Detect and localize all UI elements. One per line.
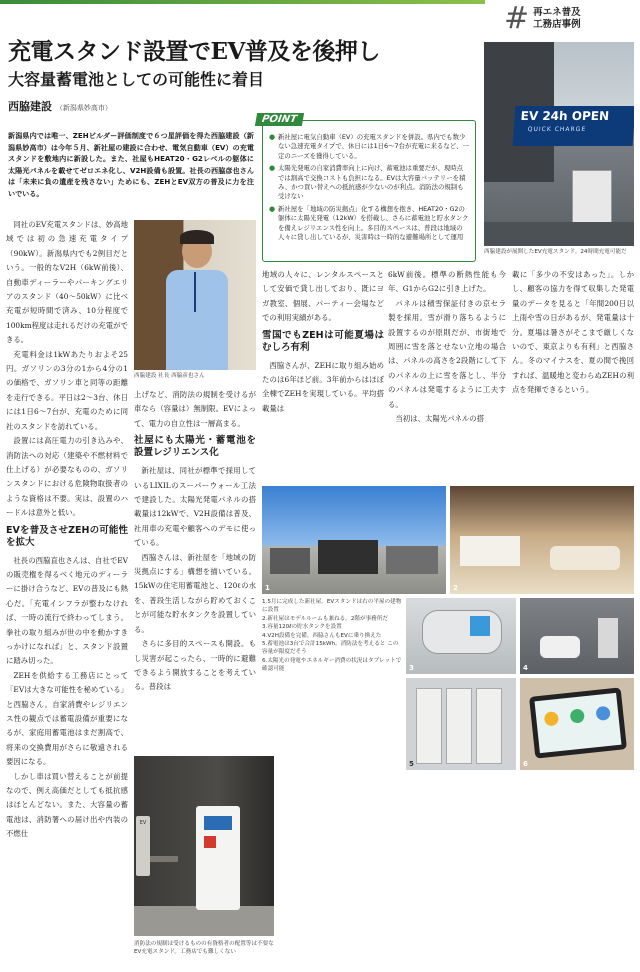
- col2-paragraph: 西脇さんは、新社屋を「地域の防災拠点にする」構想を描いている。15kWの住宅用蓄電池と、120ℓの水を、普段生活しながら貯めておくことが可能な貯水タンクを設置している。: [134, 552, 256, 634]
- col3-paragraph: 西脇さんが、ZEHに取り組み始めたのは6年ほど前。3年前からはほぼ全棟でZEHを実現している。平均搭載量は: [262, 360, 384, 413]
- body-column-5: [512, 268, 634, 398]
- section-heading-resilience: 社屋にも太陽光・蓄電池を設置レジリエンス化: [134, 435, 256, 459]
- gallery-photo-3: [406, 598, 516, 674]
- gallery-caption: 5.蓄電池は3台で合計15kWh。消防法を考えると この容量が限度だそう: [262, 641, 399, 656]
- gallery-caption: 1.5月に完成した新社屋。EVスタンドは右の平屋の建物に設置: [262, 599, 402, 614]
- point-badge: POINT: [255, 113, 304, 126]
- gallery-number: 2: [453, 584, 458, 592]
- gallery-captions: [262, 598, 402, 674]
- body-column-3: [262, 268, 384, 416]
- section-heading-ev: EVを普及させZEHの可能性を拡大: [6, 524, 128, 548]
- section-tag: [504, 1, 634, 36]
- ev-station-caption: 西脇建設が展開したEV充電スタンド。24時間充電可能だ: [484, 249, 627, 255]
- gallery-number: 4: [523, 664, 528, 672]
- point-box: [262, 120, 476, 262]
- gallery-photo-5: [406, 678, 516, 770]
- company-label: 西脇建設: [8, 100, 52, 113]
- col3-paragraph: 地域の人々に、レンタルスペースとして安価で貸し出しており、既にヨガ教室、個展、パーティー会場などでの利用実績がある。: [262, 270, 384, 323]
- col1-paragraph: 設置には高圧電力の引き込みや、消防法への対応（建築や不燃材料で仕上げる）が必要なものの、ガソリンスタンドにおける危険物取扱者のような資格は不要。実は、設置のハードルは意外と低い。: [6, 436, 128, 518]
- body-column-4: [388, 268, 506, 426]
- col4-paragraph: 当初は、太陽光パネルの搭: [395, 414, 485, 424]
- col1-paragraph: 社長の西脇直也さんは、自社でEVの販売権を得るべく地元のディーラーに掛け合うなど、EVの普及にも熱心だ。「充電インフラが整わなければ、一時の流行で終わってしまう。拳社の取り組みが世の中を動かすきっかけになれば」と、スタンド設置に踏み切った。: [6, 555, 128, 666]
- col1-paragraph: ZEHを供給する工務店にとって「EVは大きな可能性を秘めている」と西脇さん。自家消費やレジリエンス性の観点では蓄電設備が重要になるが、家庭用蓄電池はまだ割高で、将来の交換費用がさらに敬遠される要因になる。: [6, 670, 128, 767]
- lead-paragraph: 新潟県内では唯一、ZEHビルダー評価制度で６つ星評価を得た西脇建設（新潟県妙高市）は今年５月、新社屋の建設に合わせ、電気自動車（EV）の充電スタンドを敷地内に新設した。また、社屋もHEAT20・G2レベルの躯体に太陽光パネルを載せてゼロエネ化し、V2H設備も設置。社長の西脇彦也さんは「未来に負の遺産を残さない」ためにも、ZEHとEV双方の普及に力を注いでいる。: [8, 131, 254, 198]
- body-column-1: [6, 218, 128, 842]
- col2-paragraph: 上げなど、消防法の規制を受けるが車なら（容量は）無制限。EVによって、電力の自立性は一層高まる。: [134, 390, 256, 428]
- col2-paragraph: さらに多目的スペースも開設。もし災害が起こったら、一時的に避難できるよう開放することを考えている。普段は: [134, 639, 256, 692]
- col1-paragraph: しかし車は買い替えることが前提なので、例え高価だとしても抵抗感はほとんどない。また、大容量の蓄電池は、消防署への届け出や内装の不燃仕: [6, 771, 128, 839]
- headline: 充電スタンド設置でEV普及を後押し: [8, 38, 380, 65]
- gallery-number: 3: [409, 664, 414, 672]
- col1-paragraph: 同社のEV充電スタンドは、妙高地域では初の急速充電タイプ（90kW）。新潟県内でも2例目だという。一般的なV2H（6kW前後）、自動車ディーラーやパーキングエリアのスタンド（40～50kW）に比べ充電が短時間で済み、10分程度で100km程度は走れるだけの充電ができる。: [6, 220, 128, 345]
- col2-paragraph: 新社屋は、同社が標準で採用しているLIXILのスーパーウォール工法で建設した。太陽光発電パネルの搭載量は12kWで、V2H設備は普及、社用車の充電や顧客へのデモに使っている。: [134, 466, 256, 548]
- hash-icon: #: [504, 1, 530, 36]
- col4-paragraph: パネルは積雪保証付きの京セラ製を採用。雪が滑り落ちるように設置するのが原則だが、市街地で周囲に雪を落とせない立地の場合は、パネルの高さを2段階にして下のパネルの上に雪を落とし、半分のパネルは発電するように工夫する。: [388, 298, 506, 409]
- point-item: ● 新社屋に電気自動車（EV）の充電スタンドを併設。県内でも数少ない急速充電タイプで、休日には1日6～7台が充電に来るなど、一定のニーズを獲得している。: [269, 133, 469, 161]
- point-item: ● 太陽光発電の自家消費率向上に向け、蓄電池は重要だが、現時点では割高で交換コストも負担になる。EVは大容量バッテリーを積み、かつ買い替えへの抵抗感が少ないのが利点。消防法の規制も受けない: [269, 164, 469, 202]
- point-item: ● 新社屋を「地域の防災拠点」化する構想を抱き、HEAT20・G2の躯体に太陽光発電（12kW）を搭載し、さらに蓄電池と貯水タンクを備えレジリエンス性を向上。多目的スペースは、普段は地域の人々に貸し出しているが、災害時は一時的な避難場所として運用: [269, 205, 469, 243]
- company-location: （新潟県妙高市）: [55, 104, 112, 112]
- col1-paragraph: 充電料金は1kWあたりおよそ25円。ガソリンの3分の1から4分の1の価格で、ガソリン車と同等の距離を走行できる。平日は2～3台、休日には1日6～7台が、充電のために同社のスタンドを訪れている。: [6, 349, 128, 431]
- col4-paragraph: 6kW前後。標準の断熱性能も今年、G1からG2に引き上げた。: [388, 270, 506, 294]
- gallery-caption: 6.太陽光の発電やエネルギー消費の状況はタブレットで確認可能: [262, 657, 402, 673]
- gallery-caption: 2.新社屋はモデルルームも兼ねる。2階が事務所だ: [262, 615, 388, 622]
- company-name: [8, 98, 112, 114]
- gallery-number: 6: [523, 760, 528, 768]
- gallery-number: 1: [265, 584, 270, 592]
- tag-line-1: 再エネ普及: [533, 7, 581, 18]
- ev-sign: [513, 106, 634, 146]
- gallery-caption: 4.V2H設備を完備。西脇さんもEVに乗り換えた: [262, 632, 382, 639]
- ev-sign-main: EV 24h OPEN: [520, 109, 610, 123]
- gallery-caption: 3.容量120ℓの貯水タンクを設置: [262, 624, 342, 631]
- portrait-caption: 西脇建設 社長 西脇彦也さん: [134, 373, 205, 379]
- subheadline: 大容量蓄電池としての可能性に着目: [8, 70, 265, 89]
- tag-line-2: 工務店事例: [533, 19, 581, 30]
- gallery-photo-4: [520, 598, 634, 674]
- ev-sign-sub: QUICK CHARGE: [527, 126, 587, 133]
- charger-pole-label: EV: [139, 820, 147, 826]
- section-heading-snow: 雪国でもZEHは可能夏場はむしろ有利: [262, 329, 384, 353]
- president-portrait-photo: [134, 220, 256, 370]
- gallery-photo-6: [520, 678, 634, 770]
- gallery-number: 5: [409, 760, 414, 768]
- gallery-photo-2: [450, 486, 634, 594]
- charger-caption: 消防法の規制は受けるものの有資格者の配置等は不要なEV充電スタンド。工務店でも難しくない: [134, 941, 274, 955]
- gallery-photo-1: [262, 486, 446, 594]
- charger-photo: [134, 756, 274, 936]
- header-accent-bar: [0, 0, 485, 4]
- col5-paragraph: 載に「多少の不安はあった」。しかし、顧客の協力を得て収集した発電量のデータを見ると「年間200日以上雨や雪の日があるが、発電量は十分。夏場は暑さがそこまで厳しくないので、東京よりも有利」と西脇さん。冬のマイナスを、夏の間で挽回すれば、温暖地と変わらぬZEHの利点を発揮できるという。: [512, 270, 634, 395]
- body-column-2: [134, 388, 256, 695]
- ev-station-photo: [484, 42, 634, 246]
